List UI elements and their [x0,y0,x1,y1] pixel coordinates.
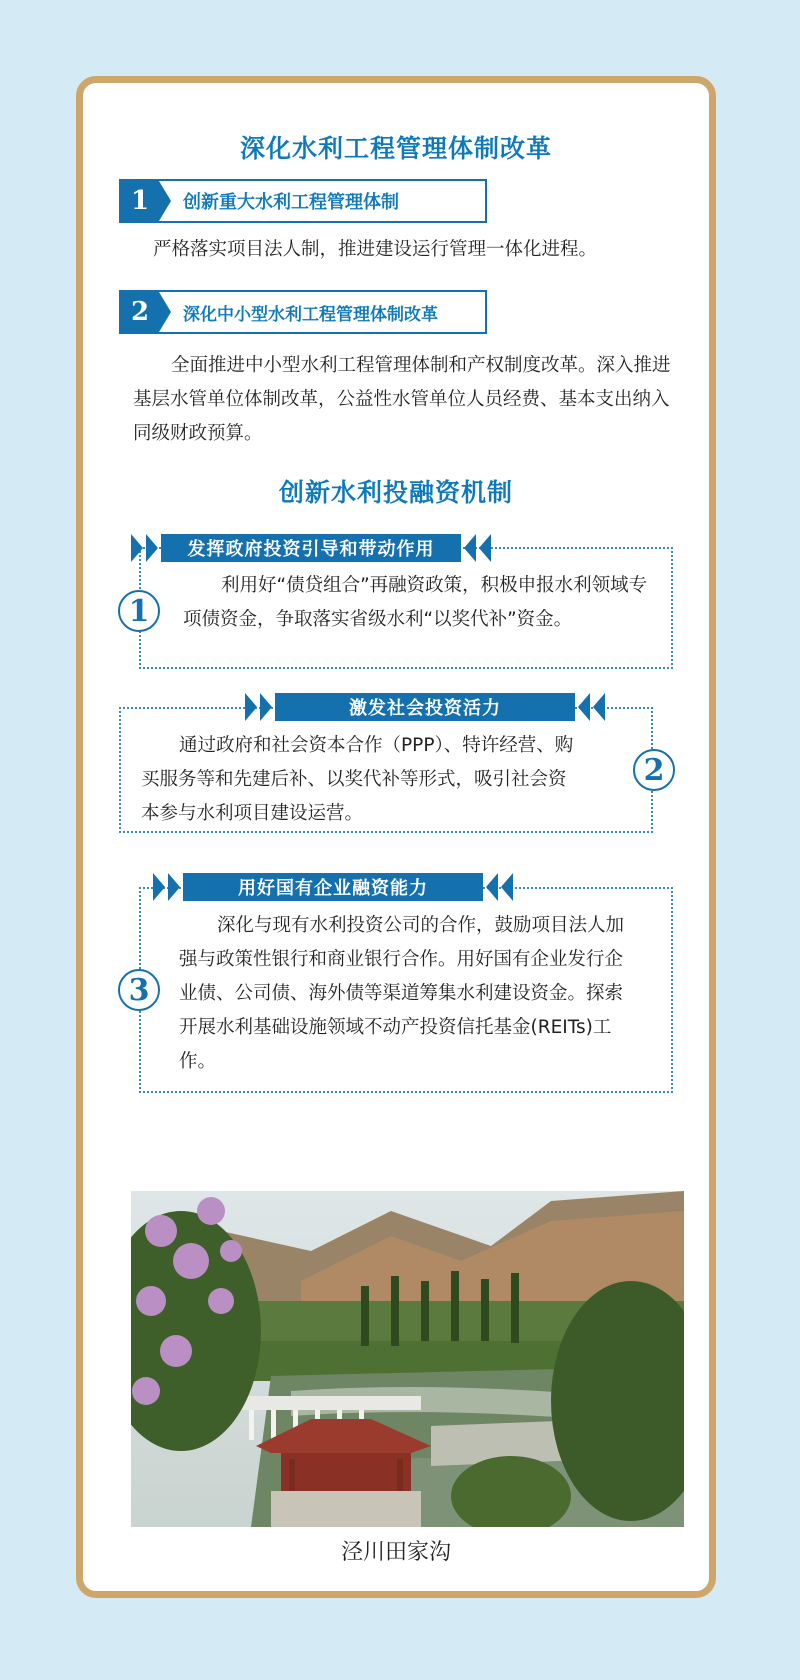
chevron-left-icon [479,534,491,562]
measure-text-3: 深化与现有水利投资公司的合作，鼓励项目法人加强与政策性银行和商业银行合作。用好国有企业发行企业债、公司债、海外债等渠道筹集水利建设资金。探索开展水利基础设施领域不动产投资信托基金(REITs)工作。 [179,915,625,1072]
chevron-right-icon [153,873,165,901]
circle-number-2: 2 [633,749,675,791]
measure-banner-2 [245,693,605,721]
chevron-left-icon [501,873,513,901]
chevron-left-icon [486,873,498,901]
photo-caption: 泾川田家沟 [340,1540,451,1565]
chevron-right-icon [260,693,272,721]
chevron-right-icon [146,534,158,562]
subheading-label: 深化中小型水利工程管理体制改革 [183,304,438,325]
circle-number-1: 1 [118,590,160,632]
chevron-left-icon [464,534,476,562]
landscape-photo [131,1191,684,1527]
chevron-right-icon [131,534,143,562]
chevron-right-icon [168,873,180,901]
measure-banner-1 [131,534,491,562]
measure-text-1: 利用好“债贷组合”再融资政策，积极申报水利领域专项债资金，争取落实省级水利“以奖代补”资金。 [183,575,648,630]
paragraph-1: 严格落实项目法人制，推进建设运行管理一体化进程。 [153,239,598,260]
subheading-2 [119,290,487,334]
measure-banner-3 [153,873,513,901]
circle-number-3: 3 [118,969,160,1011]
number-badge: 1 [121,181,159,221]
subheading-label: 创新重大水利工程管理体制 [183,192,399,213]
chevron-right-icon [245,693,257,721]
banner-title: 激发社会投资活力 [275,693,575,721]
measure-text-2: 通过政府和社会资本合作（PPP）、特许经营、购买服务等和先建后补、以奖代补等形式，吸引社会资本参与水利项目建设运营。 [141,735,574,824]
content-card [76,76,716,1598]
chevron-left-icon [593,693,605,721]
subheading-1 [119,179,487,223]
section-title-management: 深化水利工程管理体制改革 [239,134,552,163]
chevron-left-icon [578,693,590,721]
banner-title: 用好国有企业融资能力 [183,873,483,901]
section-title-financing: 创新水利投融资机制 [278,478,513,507]
number-badge: 2 [121,292,159,332]
arrow-shape [159,181,171,221]
arrow-shape [159,292,171,332]
paragraph-2: 全面推进中小型水利工程管理体制和产权制度改革。深入推进基层水管单位体制改革，公益性水管单位人员经费、基本支出纳入同级财政预算。 [133,355,671,444]
banner-title: 发挥政府投资引导和带动作用 [161,534,461,562]
